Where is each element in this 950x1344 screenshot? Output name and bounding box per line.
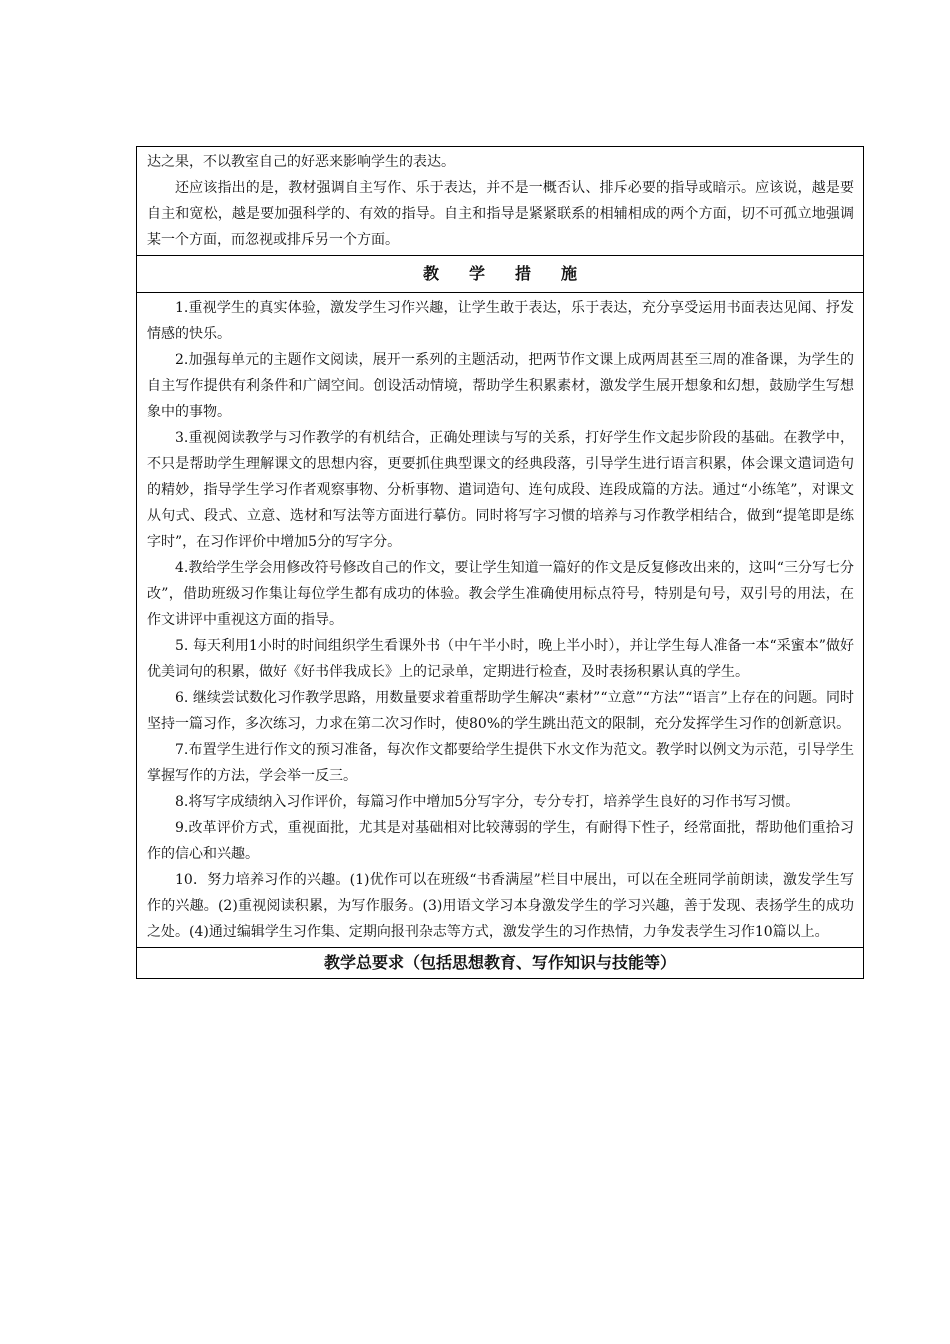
measure-item: 7.布置学生进行作文的预习准备，每次作文都要给学生提供下水文作为范文。教学时以例文为示范，引导学生掌握写作的方法，学会举一反三。 xyxy=(147,742,854,784)
measure-item: 8.将写字成绩纳入习作评价，每篇习作中增加5分写字分，专分专打，培养学生良好的习作书写习惯。 xyxy=(175,794,800,810)
intro-cell xyxy=(137,147,863,256)
measure-item: 10．努力培养习作的兴趣。(1)优作可以在班级“书香满屋”栏目中展出，可以在全班同学前朗读，激发学生写作的兴趣。(2)重视阅读积累，为写作服务。(3)用语文学习本身激发学生的学习兴趣，善于发现、表扬学生的成功之处。(4)通过编辑学生习作集、定期向报刊杂志等方式，激发学生的习作热情，力争发表学生习作10篇以上。 xyxy=(147,872,854,940)
measure-item: 6. 继续尝试数化习作教学思路，用数量要求着重帮助学生解决“素材”“立意”“方法”“语言”上存在的问题。同时坚持一篇习作，多次练习，力求在第二次习作时，使80%的学生跳出范文的限制，充分发挥学生习作的创新意识。 xyxy=(147,690,854,732)
intro-paragraph-2: 还应该指出的是，教材强调自主写作、乐于表达，并不是一概否认、排斥必要的指导或暗示。应该说，越是要自主和宽松，越是要加强科学的、有效的指导。自主和指导是紧紧联系的相辅相成的两个方面，切不可孤立地强调某一个方面，而忽视或排斥另一个方面。 xyxy=(147,180,854,248)
requirements-heading: 教学总要求（包括思想教育、写作知识与技能等） xyxy=(323,953,676,972)
measures-heading: 教学措施 xyxy=(137,256,863,293)
measure-item: 9.改革评价方式，重视面批，尤其是对基础相对比较薄弱的学生，有耐得下性子，经常面批，帮助他们重拾习作的信心和兴趣。 xyxy=(147,820,854,862)
measure-item: 4.教给学生学会用修改符号修改自己的作文，要让学生知道一篇好的作文是反复修改出来的，这叫“三分写七分改”，借助班级习作集让每位学生都有成功的体验。教会学生准确使用标点符号，特别是句号，双引号的用法，在作文讲评中重视这方面的指导。 xyxy=(147,560,854,628)
measure-item: 5. 每天利用1小时的时间组织学生看课外书（中午半小时，晚上半小时），并让学生每人准备一本“采蜜本”做好优美词句的积累，做好《好书伴我成长》上的记录单，定期进行检查，及时表扬积累认真的学生。 xyxy=(147,638,854,680)
measure-item: 2.加强每单元的主题作文阅读，展开一系列的主题活动，把两节作文课上成两周甚至三周的准备课，为学生的自主写作提供有利条件和广阔空间。创设活动情境，帮助学生积累素材，激发学生展开想象和幻想，鼓励学生写想象中的事物。 xyxy=(147,352,854,420)
intro-paragraph-1: 达之果，不以教室自己的好恶来影响学生的表达。 xyxy=(147,154,455,170)
measures-cell xyxy=(137,293,863,948)
measure-item: 3.重视阅读教学与习作教学的有机结合，正确处理读与写的关系，打好学生作文起步阶段的基础。在教学中，不只是帮助学生理解课文的思想内容，更要抓住典型课文的经典段落，引导学生进行语言积累，体会课文遣词造句的精妙，指导学生学习作者观察事物、分析事物、遣词造句、连句成段、连段成篇的方法。通过“小练笔”，对课文从句式、段式、立意、选材和写法等方面进行摹仿。同时将写字习惯的培养与习作教学相结合，做到“提笔即是练字时”，在习作评价中增加5分的写字分。 xyxy=(147,430,854,550)
measure-item: 1.重视学生的真实体验，激发学生习作兴趣，让学生敢于表达，乐于表达，充分享受运用书面表达见闻、抒发情感的快乐。 xyxy=(147,300,854,342)
plan-table xyxy=(136,146,864,979)
